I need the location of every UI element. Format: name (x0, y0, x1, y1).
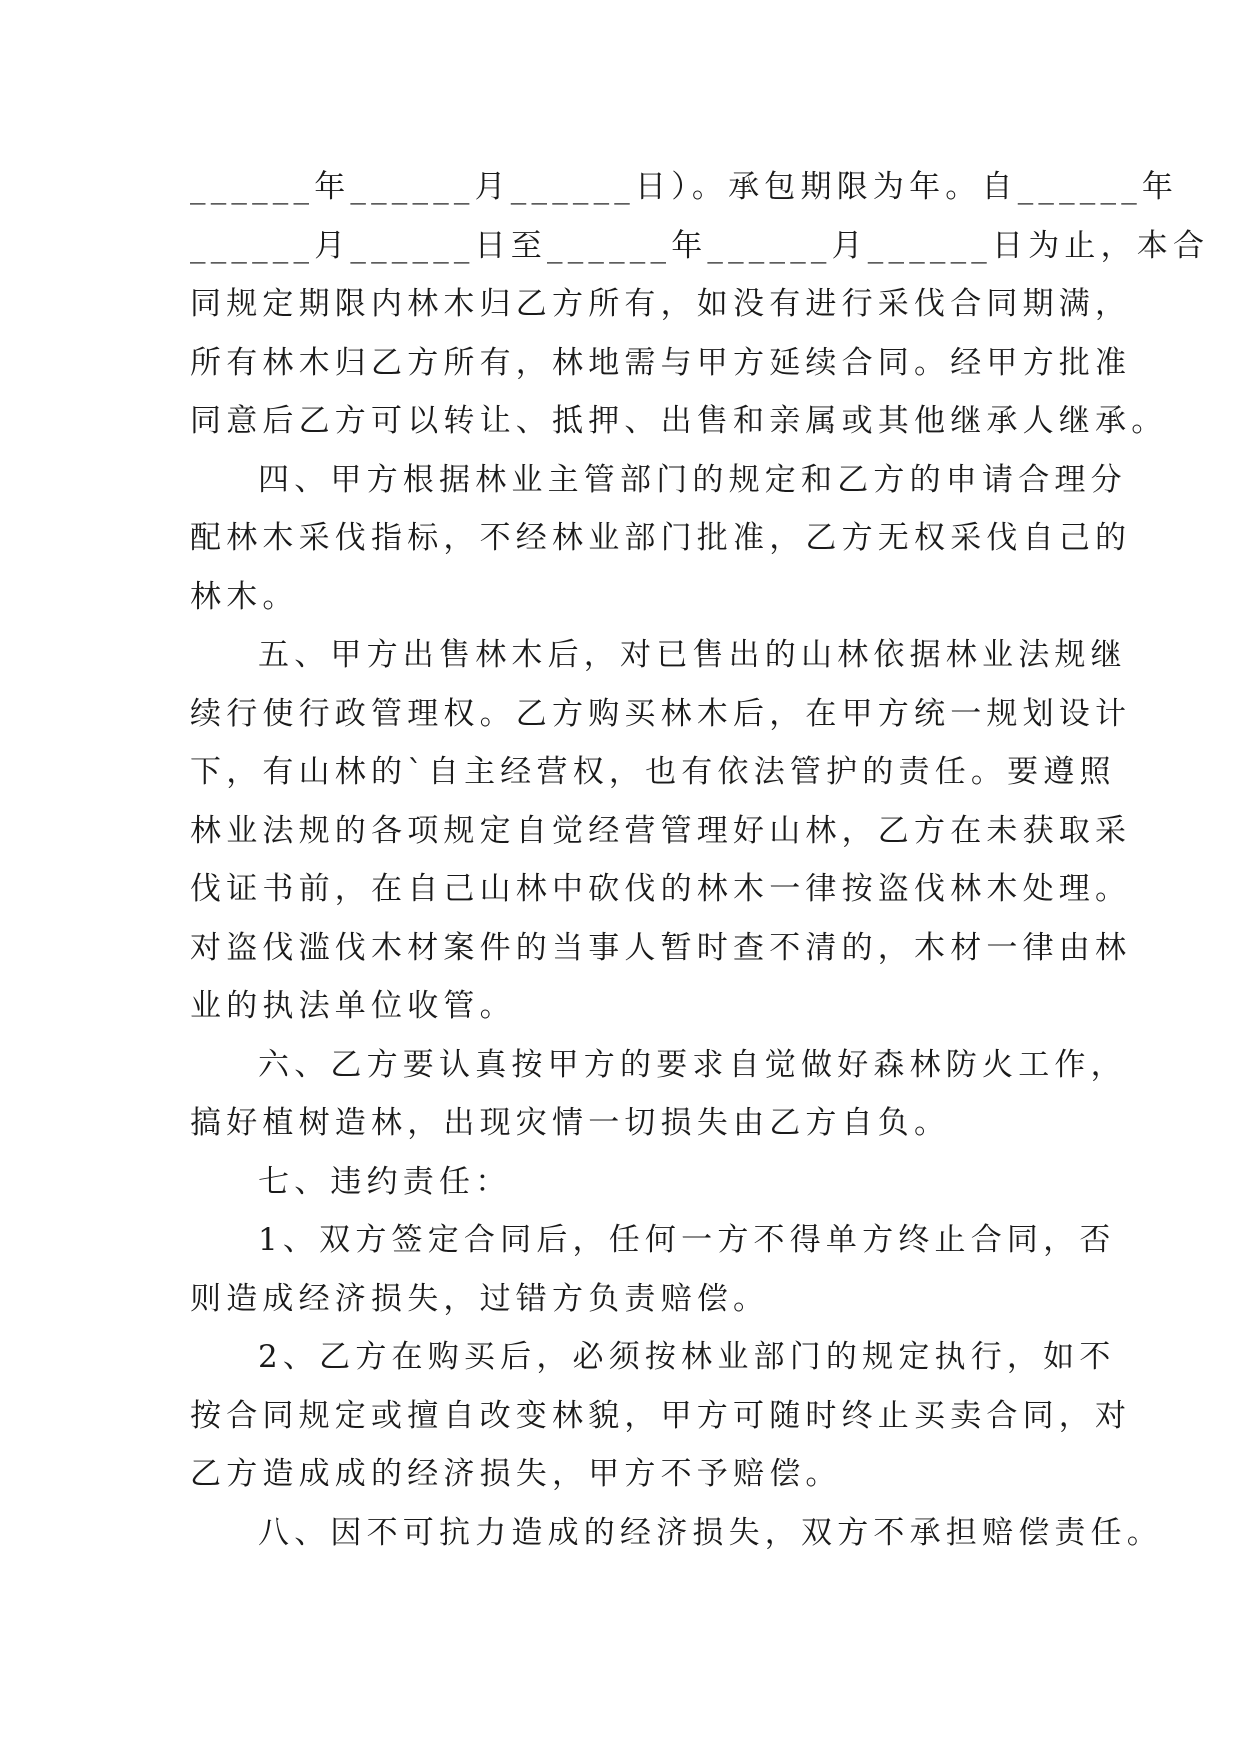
text-line: 搞好植树造林，出现灾情一切损失由乙方自负。 (190, 1105, 951, 1141)
clause-8-start: 八、因不可抗力造成的经济损失，双方不承担赔偿责任。 (258, 1514, 1163, 1551)
text-line: 按合同规定或擅自改变林貌，甲方可随时终止买卖合同，对 (190, 1397, 1132, 1434)
item-2-start: 2、乙方在购买后，必须按林业部门的规定执行，如不 (258, 1339, 1116, 1375)
clause-6-start: 六、乙方要认真按甲方的要求自觉做好森林防火工作， (258, 1046, 1127, 1083)
text-line: 林木。 (190, 578, 299, 615)
text-line: 伐证书前，在自己山林中砍伐的林木一律按盗伐林木处理。 (190, 871, 1132, 907)
text-line: 业的执法单位收管。 (190, 988, 516, 1024)
text-line: ______月______日至______年______月______日为止，本合 (190, 227, 1210, 264)
text-line: ______年______月______日）。承包期限为年。自______年 (190, 169, 1179, 205)
text-line: 续行使行政管理权。乙方购买林木后，在甲方统一规划设计 (190, 695, 1132, 732)
item-1-start: 1、双方签定合同后，任何一方不得单方终止合同，否 (258, 1222, 1116, 1258)
text-line: 下，有山林的`自主经营权，也有依法管护的责任。要遵照 (190, 754, 1116, 790)
text-line: 乙方造成成的经济损失，甲方不予赔偿。 (190, 1456, 842, 1492)
text-line: 同规定期限内林木归乙方所有，如没有进行采伐合同期满， (190, 286, 1132, 322)
text-line: 同意后乙方可以转让、抵押、出售和亲属或其他继承人继承。 (190, 403, 1168, 439)
contract-text-body (190, 158, 1210, 1562)
text-line: 配林木采伐指标，不经林业部门批准，乙方无权采伐自己的 (190, 520, 1132, 556)
clause-4-start: 四、甲方根据林业主管部门的规定和乙方的申请合理分 (258, 461, 1127, 498)
text-line: 林业法规的各项规定自觉经营管理好山林，乙方在未获取采 (190, 812, 1132, 849)
clause-7-heading: 七、违约责任： (258, 1163, 512, 1200)
text-line: 对盗伐滥伐木材案件的当事人暂时查不清的，木材一律由林 (190, 929, 1132, 966)
clause-5-start: 五、甲方出售林木后，对已售出的山林依据林业法规继 (258, 637, 1127, 673)
text-line: 则造成经济损失，过错方负责赔偿。 (190, 1280, 770, 1317)
text-line: 所有林木归乙方所有，林地需与甲方延续合同。经甲方批准 (190, 344, 1132, 381)
